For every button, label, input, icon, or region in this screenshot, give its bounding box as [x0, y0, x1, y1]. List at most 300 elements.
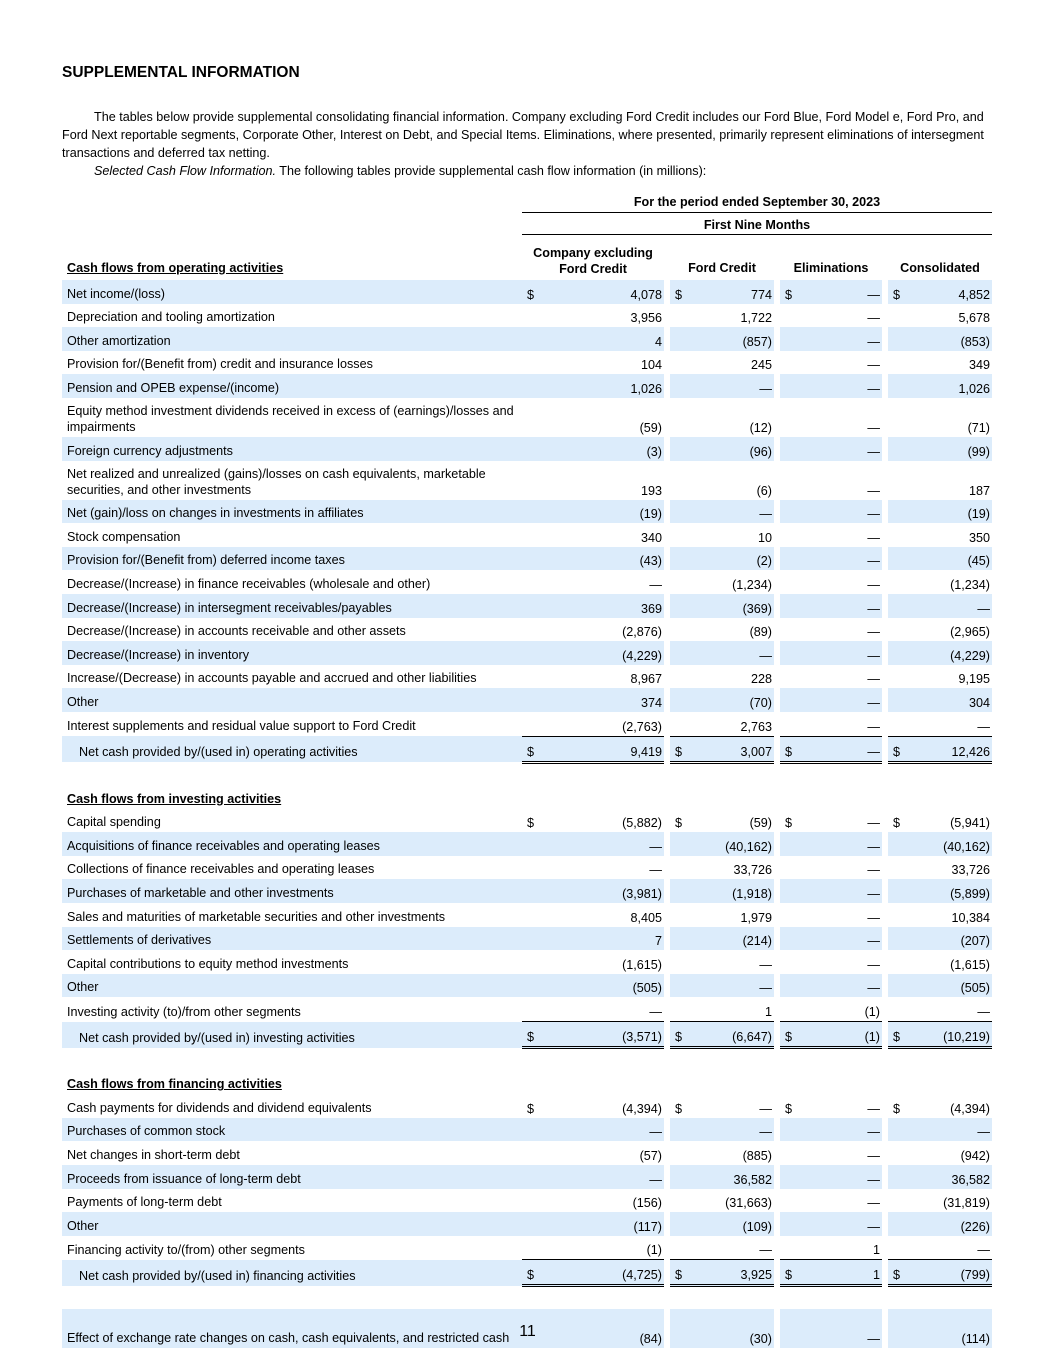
row-label: Capital contributions to equity method investments	[67, 956, 349, 971]
value-cell: (84)	[544, 1309, 664, 1348]
currency-symbol	[888, 594, 910, 618]
currency-symbol	[522, 304, 544, 328]
currency-symbol	[888, 570, 910, 594]
value-cell: —	[867, 672, 880, 687]
value-cell: 8,405	[630, 910, 662, 925]
cash-flow-intro-italic: Selected Cash Flow Information.	[94, 164, 276, 178]
currency-symbol	[670, 1141, 692, 1165]
table-row	[62, 618, 992, 642]
value-cell: —	[910, 712, 992, 736]
value-cell: —	[867, 1101, 880, 1116]
value-cell: —	[692, 1236, 774, 1260]
row-label: Pension and OPEB expense/(income)	[62, 374, 522, 398]
spacer-row	[62, 1286, 992, 1309]
currency-symbol	[670, 1212, 692, 1236]
value-cell: —	[802, 712, 882, 736]
currency-symbol	[522, 927, 544, 951]
table-row	[62, 974, 992, 998]
currency-symbol	[522, 327, 544, 351]
currency-symbol	[888, 618, 910, 642]
currency-symbol	[888, 950, 910, 974]
value-cell: —	[802, 374, 882, 398]
spacer-row	[62, 1048, 992, 1071]
currency-symbol	[780, 950, 802, 974]
currency-symbol	[522, 879, 544, 903]
value-cell: —	[867, 1149, 880, 1163]
currency-symbol	[888, 351, 910, 375]
value-cell: (117)	[544, 1212, 664, 1236]
value-cell: (2)	[692, 547, 774, 571]
cash-flow-intro-text: The following tables provide supplemental cash flow information (in millions):	[276, 164, 707, 178]
cash-flow-table	[62, 280, 992, 1348]
currency-symbol	[780, 856, 802, 880]
currency-symbol	[888, 1236, 910, 1260]
section-heading-row	[62, 1071, 992, 1095]
value-cell: 3,956	[630, 311, 662, 326]
value-cell: (1)	[802, 997, 882, 1021]
currency-symbol	[670, 974, 692, 998]
value-cell: (369)	[692, 594, 774, 618]
currency-symbol: $	[670, 280, 692, 304]
subperiod-header: First Nine Months	[703, 218, 811, 232]
value-cell: —	[867, 1196, 880, 1211]
table-row	[62, 1236, 992, 1260]
currency-symbol	[780, 1118, 802, 1142]
col-header-company-excl-line2: Ford Credit	[559, 262, 627, 276]
row-label: Decrease/(Increase) in inventory	[62, 641, 522, 665]
currency-symbol	[888, 461, 910, 500]
total-row	[62, 1022, 992, 1048]
currency-symbol	[780, 974, 802, 998]
row-label: Other amortization	[62, 327, 522, 351]
currency-symbol	[888, 1189, 910, 1213]
value-cell: 9,195	[958, 672, 990, 687]
currency-symbol	[670, 832, 692, 856]
table-row	[62, 809, 992, 833]
currency-symbol	[780, 712, 802, 736]
value-cell: —	[867, 530, 880, 545]
value-cell: (1,918)	[692, 879, 774, 903]
row-label: Provision for/(Benefit from) credit and insurance losses	[67, 357, 373, 372]
value-cell: (19)	[910, 500, 992, 524]
currency-symbol: $	[527, 816, 535, 831]
currency-symbol	[522, 856, 544, 880]
currency-symbol	[670, 665, 692, 689]
currency-symbol: $	[780, 736, 802, 762]
value-cell: —	[802, 594, 882, 618]
currency-symbol	[670, 927, 692, 951]
value-cell: —	[759, 1101, 772, 1116]
value-cell: (3)	[544, 437, 664, 461]
value-cell: —	[692, 641, 774, 665]
table-row	[62, 1094, 992, 1118]
row-label: Acquisitions of finance receivables and operating leases	[62, 832, 522, 856]
table-row	[62, 1189, 992, 1213]
currency-symbol	[522, 665, 544, 689]
table-row	[62, 374, 992, 398]
value-cell: (30)	[692, 1309, 774, 1348]
value-cell: —	[867, 311, 880, 326]
currency-symbol	[670, 879, 692, 903]
cash-flow-intro	[62, 162, 992, 180]
value-cell: 36,582	[910, 1165, 992, 1189]
period-header: For the period ended September 30, 2023	[633, 195, 881, 209]
value-cell: 9,419	[544, 736, 664, 762]
value-cell: (10,219)	[910, 1022, 992, 1048]
value-cell: 33,726	[951, 863, 990, 878]
currency-symbol	[780, 688, 802, 712]
currency-symbol	[670, 1189, 692, 1213]
page-number: 11	[519, 1323, 536, 1340]
value-cell: 1	[692, 997, 774, 1021]
currency-symbol	[780, 1212, 802, 1236]
period-header-rule	[522, 212, 992, 213]
value-cell: (505)	[544, 974, 664, 998]
value-cell: —	[802, 927, 882, 951]
currency-symbol	[522, 950, 544, 974]
currency-symbol	[888, 327, 910, 351]
value-cell: —	[802, 1309, 882, 1348]
value-cell: —	[692, 500, 774, 524]
currency-symbol	[888, 927, 910, 951]
row-label: Decrease/(Increase) in intersegment receivables/payables	[62, 594, 522, 618]
value-cell: —	[802, 547, 882, 571]
table-row	[62, 351, 992, 375]
row-label: Investing activity (to)/from other segments	[67, 1004, 301, 1019]
currency-symbol	[522, 398, 544, 437]
intro-paragraph	[62, 108, 992, 162]
table-row	[62, 1212, 992, 1236]
table-row	[62, 500, 992, 524]
currency-symbol	[780, 618, 802, 642]
col-header-ford-credit: Ford Credit	[688, 261, 756, 275]
col-header-company-excl	[522, 245, 664, 277]
table-row	[62, 903, 992, 927]
value-cell: (853)	[910, 327, 992, 351]
currency-symbol	[888, 500, 910, 524]
currency-symbol: $	[522, 1260, 544, 1286]
spacer-cell	[62, 1286, 992, 1309]
row-label: Capital spending	[67, 815, 161, 830]
value-cell: —	[802, 1212, 882, 1236]
table-row	[62, 665, 992, 689]
table-row	[62, 304, 992, 328]
value-cell: —	[649, 863, 662, 878]
currency-symbol	[670, 570, 692, 594]
row-label: Depreciation and tooling amortization	[67, 310, 275, 325]
row-label: Sales and maturities of marketable securities and other investments	[67, 909, 445, 924]
row-label: Purchases of common stock	[62, 1118, 522, 1142]
value-cell: 1,026	[910, 374, 992, 398]
value-cell: (505)	[910, 974, 992, 998]
currency-symbol	[670, 1165, 692, 1189]
table-row	[62, 523, 992, 547]
row-label: Purchases of marketable and other investments	[62, 879, 522, 903]
currency-symbol	[670, 712, 692, 736]
value-cell: —	[802, 280, 882, 304]
value-cell: (4,229)	[910, 641, 992, 665]
currency-symbol: $	[522, 1022, 544, 1048]
row-label: Financing activity to/(from) other segments	[67, 1242, 305, 1257]
value-cell: (40,162)	[910, 832, 992, 856]
currency-symbol	[522, 832, 544, 856]
table-row	[62, 832, 992, 856]
spacer-row	[62, 762, 992, 785]
value-cell: 349	[968, 358, 990, 373]
currency-symbol	[670, 594, 692, 618]
row-label: Net cash provided by/(used in) operating activities	[62, 736, 522, 762]
currency-symbol: $	[527, 1101, 535, 1116]
currency-symbol	[888, 437, 910, 461]
row-label: Net (gain)/loss on changes in investments in affiliates	[62, 500, 522, 524]
table-row	[62, 879, 992, 903]
currency-symbol	[522, 641, 544, 665]
value-cell: (1)	[544, 1236, 664, 1260]
currency-symbol	[522, 712, 544, 736]
currency-symbol	[780, 500, 802, 524]
value-cell: 369	[544, 594, 664, 618]
value-cell: —	[692, 1118, 774, 1142]
value-cell: (5,899)	[910, 879, 992, 903]
currency-symbol: $	[780, 1022, 802, 1048]
currency-symbol	[670, 461, 692, 500]
value-cell: —	[802, 437, 882, 461]
value-cell: 193	[640, 483, 662, 498]
currency-symbol	[780, 1189, 802, 1213]
value-cell: (109)	[692, 1212, 774, 1236]
value-cell: 10	[757, 530, 772, 545]
currency-symbol	[780, 327, 802, 351]
currency-symbol: $	[888, 1022, 910, 1048]
row-label: Interest supplements and residual value support to Ford Credit	[67, 719, 416, 733]
currency-symbol	[522, 903, 544, 927]
value-cell: (1,615)	[622, 957, 662, 972]
currency-symbol	[522, 500, 544, 524]
currency-symbol	[670, 1236, 692, 1260]
col-header-consolidated: Consolidated	[900, 261, 980, 275]
currency-symbol	[888, 832, 910, 856]
value-cell: (2,763)	[544, 712, 664, 736]
value-cell: (6,647)	[692, 1022, 774, 1048]
currency-symbol	[670, 1118, 692, 1142]
value-cell: —	[910, 997, 992, 1021]
currency-symbol: $	[780, 280, 802, 304]
currency-symbol: $	[670, 736, 692, 762]
table-row	[62, 547, 992, 571]
currency-symbol	[670, 523, 692, 547]
value-cell: (942)	[960, 1149, 990, 1163]
table-row	[62, 688, 992, 712]
currency-symbol	[780, 903, 802, 927]
value-cell: —	[544, 1165, 664, 1189]
currency-symbol: $	[785, 1101, 793, 1116]
value-cell: —	[759, 957, 772, 972]
row-label: Settlements of derivatives	[62, 927, 522, 951]
value-cell: 1,979	[740, 910, 772, 925]
value-cell: 33,726	[733, 863, 772, 878]
value-cell: 340	[640, 530, 662, 545]
row-label: Cash payments for dividends and dividend equivalents	[67, 1100, 372, 1115]
value-cell: 7	[544, 927, 664, 951]
currency-symbol	[670, 641, 692, 665]
value-cell: (43)	[544, 547, 664, 571]
currency-symbol	[522, 461, 544, 500]
value-cell: 187	[968, 483, 990, 498]
value-cell: 304	[910, 688, 992, 712]
currency-symbol	[780, 461, 802, 500]
value-cell: (59)	[639, 420, 662, 435]
currency-symbol	[888, 523, 910, 547]
currency-symbol	[670, 437, 692, 461]
currency-symbol	[522, 1165, 544, 1189]
currency-symbol	[522, 1189, 544, 1213]
currency-symbol	[670, 547, 692, 571]
currency-symbol	[522, 1118, 544, 1142]
currency-symbol	[888, 712, 910, 736]
currency-symbol	[670, 351, 692, 375]
currency-symbol	[780, 547, 802, 571]
table-row	[62, 641, 992, 665]
section-heading: Cash flows from investing activities	[62, 785, 992, 809]
table-row	[62, 280, 992, 304]
intro-text: The tables below provide supplemental consolidating financial information. Company excluding Ford Credit includes our Ford Blue, Ford Model e, Ford Pro, and Ford Next reportable segments, Corporate Other, Interest on Debt, and Special Items. Eliminations, where presented, primarily represent eliminations of intersegment transactions and deferred tax netting.	[62, 110, 984, 160]
value-cell: (4,394)	[950, 1101, 990, 1116]
table-row	[62, 327, 992, 351]
row-label: Stock compensation	[67, 529, 181, 544]
value-cell: (3,571)	[544, 1022, 664, 1048]
currency-symbol: $	[675, 1101, 683, 1116]
table-row	[62, 1118, 992, 1142]
value-cell: 4,852	[910, 280, 992, 304]
value-cell: (19)	[544, 500, 664, 524]
value-cell: 1,722	[740, 311, 772, 326]
value-cell: 10,384	[951, 910, 990, 925]
currency-symbol	[522, 1141, 544, 1165]
currency-symbol	[670, 398, 692, 437]
total-row	[62, 1260, 992, 1286]
value-cell: (31,663)	[725, 1196, 772, 1211]
currency-symbol: $	[522, 280, 544, 304]
row-label: Net realized and unrealized (gains)/losses on cash equivalents, marketable securities, and other investments	[67, 466, 486, 497]
row-label: Net cash provided by/(used in) financing activities	[62, 1260, 522, 1286]
currency-symbol	[670, 903, 692, 927]
row-label: Net income/(loss)	[62, 280, 522, 304]
col-header-eliminations: Eliminations	[793, 261, 869, 275]
currency-symbol	[522, 618, 544, 642]
subperiod-header-rule	[522, 234, 992, 235]
value-cell: 104	[640, 358, 662, 373]
value-cell: —	[802, 500, 882, 524]
currency-symbol	[522, 523, 544, 547]
spacer-cell	[62, 1048, 992, 1071]
currency-symbol	[780, 398, 802, 437]
row-label: Equity method investment dividends received in excess of (earnings)/losses and impairments	[67, 403, 514, 434]
col-header-company-excl-line1: Company excluding	[533, 246, 653, 260]
currency-symbol	[780, 832, 802, 856]
row-label: Other	[62, 688, 522, 712]
value-cell: (885)	[742, 1149, 772, 1163]
value-cell: 2,763	[692, 712, 774, 736]
row-label: Decrease/(Increase) in accounts receivable and other assets	[67, 624, 406, 639]
currency-symbol	[780, 523, 802, 547]
row-label: Payments of long-term debt	[67, 1195, 222, 1210]
value-cell: (4,725)	[544, 1260, 664, 1286]
currency-symbol: $	[785, 816, 793, 831]
value-cell: —	[802, 832, 882, 856]
value-cell: 3,925	[692, 1260, 774, 1286]
value-cell: —	[649, 577, 662, 592]
currency-symbol	[522, 351, 544, 375]
value-cell: —	[867, 816, 880, 831]
value-cell: 245	[750, 358, 772, 373]
currency-symbol	[522, 594, 544, 618]
currency-symbol	[888, 688, 910, 712]
value-cell: —	[867, 863, 880, 878]
value-cell: —	[544, 1118, 664, 1142]
currency-symbol	[780, 374, 802, 398]
table-row	[62, 856, 992, 880]
row-label: Provision for/(Benefit from) deferred income taxes	[62, 547, 522, 571]
currency-symbol	[522, 547, 544, 571]
value-cell: (2,876)	[622, 625, 662, 640]
value-cell: 1	[802, 1260, 882, 1286]
value-cell: 1	[802, 1236, 882, 1260]
row-label: Net changes in short-term debt	[67, 1148, 240, 1162]
currency-symbol	[670, 688, 692, 712]
currency-symbol	[780, 1165, 802, 1189]
currency-symbol	[780, 1141, 802, 1165]
section-heading-row	[62, 785, 992, 809]
currency-symbol	[888, 997, 910, 1021]
table-row	[62, 1165, 992, 1189]
value-cell: 3,007	[692, 736, 774, 762]
value-cell: 228	[750, 672, 772, 687]
currency-symbol	[522, 974, 544, 998]
value-cell: (3,981)	[544, 879, 664, 903]
value-cell: (5,941)	[950, 816, 990, 831]
currency-symbol	[670, 327, 692, 351]
value-cell: —	[867, 483, 880, 498]
value-cell: —	[867, 577, 880, 592]
value-cell: (40,162)	[692, 832, 774, 856]
row-label: Other	[62, 1212, 522, 1236]
value-cell: (2,965)	[950, 625, 990, 640]
currency-symbol	[888, 856, 910, 880]
section-heading-operating: Cash flows from operating activities	[67, 261, 284, 275]
value-cell: (70)	[692, 688, 774, 712]
currency-symbol	[670, 374, 692, 398]
currency-symbol: $	[893, 816, 901, 831]
value-cell: 1,026	[544, 374, 664, 398]
table-row	[62, 437, 992, 461]
value-cell: 350	[968, 530, 990, 545]
currency-symbol	[522, 570, 544, 594]
value-cell: —	[802, 688, 882, 712]
currency-symbol	[888, 1118, 910, 1142]
value-cell: 4	[544, 327, 664, 351]
value-cell: —	[802, 879, 882, 903]
total-row	[62, 736, 992, 762]
currency-symbol: $	[670, 1260, 692, 1286]
value-cell: (96)	[692, 437, 774, 461]
value-cell: (57)	[639, 1149, 662, 1163]
value-cell: —	[867, 957, 880, 972]
currency-symbol: $	[888, 280, 910, 304]
table-row	[62, 927, 992, 951]
currency-symbol: $	[522, 736, 544, 762]
value-cell: (4,394)	[622, 1101, 662, 1116]
value-cell: (156)	[632, 1196, 662, 1211]
